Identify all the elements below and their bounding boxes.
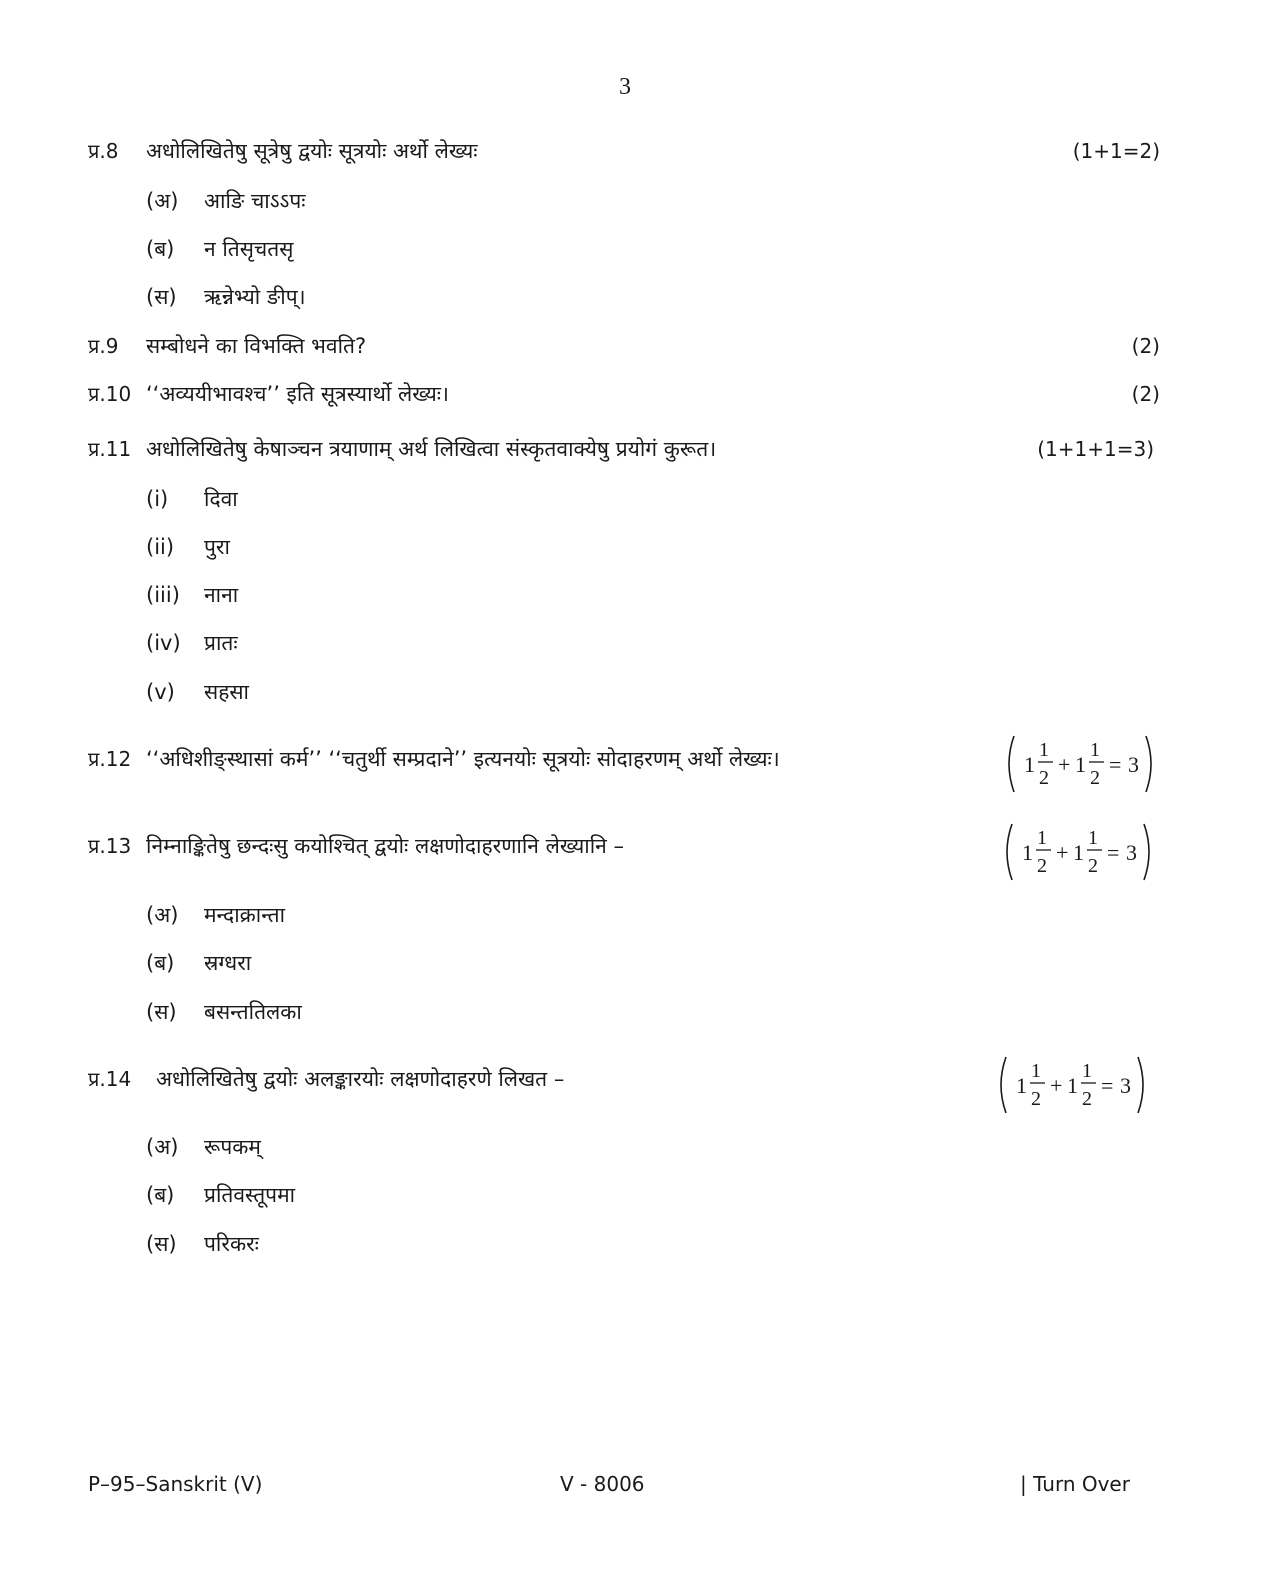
question-text: ‘‘अधिशीङ्स्थासां कर्म’’ ‘‘चतुर्थी सम्प्रदाने’’ इत्यनयोः सूत्रयोः सोदाहरणम् अर्थो लेख्यः। bbox=[146, 747, 780, 771]
fraction-whole: 1 bbox=[1024, 752, 1035, 777]
option-label: (अ) bbox=[146, 1135, 179, 1159]
option-text: पुरा bbox=[204, 535, 230, 559]
option-text: परिकरः bbox=[204, 1232, 259, 1256]
option-text: आङि चाऽऽपः bbox=[204, 189, 306, 213]
option-label: (स) bbox=[146, 1232, 177, 1256]
fraction-numerator: 1 bbox=[1031, 1060, 1041, 1082]
fraction-total: 3 bbox=[1126, 840, 1137, 865]
fraction-total: 3 bbox=[1120, 1073, 1131, 1098]
question-number: प्र.10 bbox=[88, 382, 132, 406]
option-label: (ब) bbox=[146, 951, 175, 975]
question-marks: (2) bbox=[1131, 382, 1160, 406]
footer-series-code: V - 8006 bbox=[560, 1472, 645, 1496]
fraction-plus: + bbox=[1056, 840, 1069, 865]
question-text: निम्नाङ्कितेषु छन्दःसु कयोश्चित् द्वयोः लक्षणोदाहरणानि लेख्यानि – bbox=[146, 834, 625, 858]
option-label: (स) bbox=[146, 285, 177, 309]
question-number: प्र.14 bbox=[88, 1067, 132, 1091]
question-number: प्र.11 bbox=[88, 437, 132, 461]
option-label: (अ) bbox=[146, 189, 179, 213]
fraction-equals: = bbox=[1101, 1073, 1114, 1098]
fraction-equals: = bbox=[1109, 752, 1122, 777]
fraction-plus: + bbox=[1050, 1073, 1063, 1098]
option-text: दिवा bbox=[204, 487, 238, 511]
option-label: (iii) bbox=[146, 583, 180, 607]
question-10 bbox=[88, 377, 1168, 411]
fraction-denominator: 2 bbox=[1039, 767, 1049, 789]
option-text: ऋन्नेभ्यो ङीप्। bbox=[204, 285, 306, 309]
option-text: मन्दाक्रान्ता bbox=[204, 903, 286, 927]
question-marks: (2) bbox=[1131, 334, 1160, 358]
question-marks-fraction bbox=[1002, 820, 1158, 884]
question-marks: (1+1=2) bbox=[1072, 139, 1160, 163]
fraction-denominator: 2 bbox=[1082, 1088, 1092, 1110]
fraction-whole: 1 bbox=[1022, 840, 1033, 865]
page-number: 3 bbox=[619, 74, 631, 100]
question-text: अधोलिखितेषु केषाञ्चन त्रयाणाम् अर्थ लिखित्वा संस्कृतवाक्येषु प्रयोगं कुरूत। bbox=[146, 437, 717, 461]
question-number: प्र.12 bbox=[88, 747, 132, 771]
option-label: (iv) bbox=[146, 631, 181, 655]
fraction-equals: = bbox=[1107, 840, 1120, 865]
fraction-denominator: 2 bbox=[1088, 855, 1098, 877]
question-marks-fraction bbox=[1004, 732, 1160, 796]
option-text: न तिसृचतसृ bbox=[204, 237, 294, 261]
question-number: प्र.13 bbox=[88, 834, 132, 858]
option-label: (ब) bbox=[146, 237, 175, 261]
question-9 bbox=[88, 329, 1168, 363]
footer-turn-over: | Turn Over bbox=[1020, 1472, 1130, 1496]
question-text: सम्बोधने का विभक्ति भवति? bbox=[146, 334, 367, 358]
option-label: (अ) bbox=[146, 903, 179, 927]
option-label: (ब) bbox=[146, 1183, 175, 1207]
question-text: अधोलिखितेषु द्वयोः अलङ्कारयोः लक्षणोदाहरणे लिखत – bbox=[156, 1067, 565, 1091]
fraction-whole: 1 bbox=[1075, 752, 1086, 777]
option-label: (स) bbox=[146, 1000, 177, 1024]
question-number: प्र.8 bbox=[88, 139, 119, 163]
option-text: बसन्ततिलका bbox=[204, 1000, 302, 1024]
option-label: (ii) bbox=[146, 535, 175, 559]
question-text: अधोलिखितेषु सूत्रेषु द्वयोः सूत्रयोः अर्थो लेख्यः bbox=[146, 139, 478, 163]
fraction-numerator: 1 bbox=[1037, 827, 1047, 849]
fraction-whole: 1 bbox=[1073, 840, 1084, 865]
question-8 bbox=[88, 134, 1168, 168]
option-text: नाना bbox=[204, 583, 239, 607]
fraction-numerator: 1 bbox=[1090, 739, 1100, 761]
option-label: (v) bbox=[146, 680, 175, 704]
footer-paper-code: P–95–Sanskrit (V) bbox=[88, 1472, 263, 1496]
question-number: प्र.9 bbox=[88, 334, 119, 358]
option-text: प्रतिवस्तूपमा bbox=[204, 1183, 296, 1207]
option-text: स्रग्धरा bbox=[204, 951, 252, 975]
question-marks-fraction bbox=[996, 1053, 1152, 1117]
fraction-denominator: 2 bbox=[1031, 1088, 1041, 1110]
fraction-whole: 1 bbox=[1016, 1073, 1027, 1098]
option-label: (i) bbox=[146, 487, 169, 511]
fraction-numerator: 1 bbox=[1039, 739, 1049, 761]
fraction-denominator: 2 bbox=[1090, 767, 1100, 789]
fraction-numerator: 1 bbox=[1088, 827, 1098, 849]
fraction-numerator: 1 bbox=[1082, 1060, 1092, 1082]
question-text: ‘‘अव्ययीभावश्च’’ इति सूत्रस्यार्थो लेख्यः। bbox=[146, 382, 449, 406]
option-text: सहसा bbox=[204, 680, 249, 704]
fraction-denominator: 2 bbox=[1037, 855, 1047, 877]
question-11 bbox=[88, 432, 1168, 466]
question-marks: (1+1+1=3) bbox=[1037, 437, 1154, 461]
option-text: रूपकम् bbox=[204, 1135, 261, 1159]
option-text: प्रातः bbox=[204, 631, 238, 655]
fraction-total: 3 bbox=[1128, 752, 1139, 777]
fraction-whole: 1 bbox=[1067, 1073, 1078, 1098]
fraction-plus: + bbox=[1058, 752, 1071, 777]
